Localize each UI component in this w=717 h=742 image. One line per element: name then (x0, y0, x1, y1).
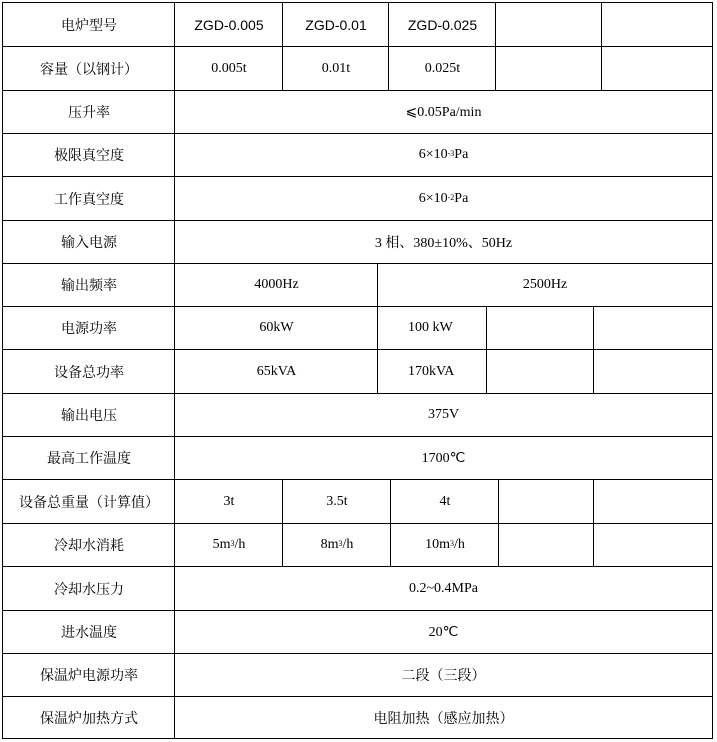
table-cell: 0.01t (282, 47, 389, 90)
table-cell: ZGD-0.005 (174, 3, 283, 46)
table-row (3, 394, 712, 437)
table-cell: 8m $^3$ /h (282, 524, 391, 566)
table-cell-empty (486, 350, 594, 393)
table-row (3, 350, 712, 394)
unit-text: Pa (454, 147, 469, 162)
unit-text: Pa (454, 190, 469, 206)
table-cell-empty (495, 47, 602, 90)
table-row (3, 524, 712, 567)
table-cell: 0.2~0.4MPa (174, 567, 712, 610)
row-label: 保温炉电源功率 (40, 668, 138, 684)
value-text: 8m (320, 537, 339, 552)
table-row (3, 697, 712, 738)
row-label: 压升率 (68, 105, 110, 121)
row-label: 进水温度 (61, 625, 117, 641)
table-row (3, 3, 712, 47)
row-label: 冷却水消耗 (54, 538, 124, 554)
table-cell-empty (498, 480, 594, 523)
table-cell-empty (593, 350, 712, 393)
row-label: 工作真空度 (54, 191, 124, 208)
table-cell: 0.005t (174, 47, 283, 90)
table-cell-empty (498, 524, 594, 566)
row-label: 冷却水压力 (54, 581, 124, 598)
table-cell-empty (601, 3, 712, 46)
table-row (3, 480, 712, 524)
table-row (3, 437, 712, 480)
table-cell: 170kVA (377, 350, 487, 393)
table-cell-empty (486, 307, 594, 349)
table-row (3, 307, 712, 350)
row-label: 设备总功率 (54, 364, 124, 381)
row-label: 输出电压 (61, 408, 117, 424)
row-label: 输出频率 (61, 278, 117, 294)
table-cell: 1700℃ (174, 437, 712, 479)
table-row (3, 221, 712, 264)
table-cell: 6×10 $^{-3}$ Pa (174, 134, 712, 176)
table-row (3, 47, 712, 91)
table-cell: 10m $^3$ /h (390, 524, 499, 566)
table-cell: 3t (174, 480, 283, 523)
table-cell: 电阻加热（感应加热） (174, 697, 712, 738)
table-cell-empty (593, 307, 712, 349)
value-text: 6×10 (418, 147, 448, 162)
table-cell-empty (593, 524, 712, 566)
row-label: 电源功率 (61, 321, 117, 337)
table-cell: 3.5t (282, 480, 391, 523)
table-cell: ⩽0.05Pa/min (174, 91, 712, 133)
table-cell: 65kVA (174, 350, 378, 393)
table-cell: 375V (174, 394, 712, 436)
row-label: 保温炉加热方式 (40, 710, 138, 727)
unit-text: /h (342, 537, 354, 552)
table-cell: 5m $^3$ /h (174, 524, 283, 566)
table-cell: ZGD-0.025 (388, 3, 496, 46)
table-cell: ZGD-0.01 (282, 3, 389, 46)
row-label: 最高工作温度 (47, 451, 131, 467)
table-row (3, 567, 712, 611)
table-row (3, 177, 712, 221)
table-row (3, 91, 712, 134)
row-label: 电炉型号 (61, 17, 117, 34)
row-label: 极限真空度 (54, 148, 124, 164)
row-label: 设备总重量（计算值） (19, 494, 159, 511)
table-cell: 4t (390, 480, 499, 523)
value-text: 10m (425, 537, 450, 552)
table-cell-empty (593, 480, 712, 523)
table-cell-empty (495, 3, 602, 46)
table-cell: 0.025t (388, 47, 496, 90)
unit-text: /h (234, 537, 246, 552)
table-cell: 二段（三段） (174, 654, 712, 696)
row-label: 容量（以钢计） (40, 61, 138, 78)
table-row (3, 134, 712, 177)
table-cell: 60kW (174, 307, 378, 349)
table-cell: 4000Hz (174, 264, 378, 306)
table-row (3, 611, 712, 654)
value-text: 6×10 (418, 190, 448, 206)
spec-table (2, 2, 713, 739)
unit-text: /h (454, 537, 465, 552)
value-text: 5m (212, 537, 231, 552)
table-row (3, 264, 712, 307)
table-cell: 20℃ (174, 611, 712, 653)
table-cell: 6×10 $^{-2}$ Pa (174, 177, 712, 220)
table-cell: 100 kW (377, 307, 487, 349)
table-cell: 3 相、380±10%、50Hz (174, 221, 712, 263)
table-row (3, 654, 712, 697)
table-cell-empty (601, 47, 712, 90)
table-cell: 2500Hz (377, 264, 712, 306)
row-label: 输入电源 (61, 235, 117, 251)
